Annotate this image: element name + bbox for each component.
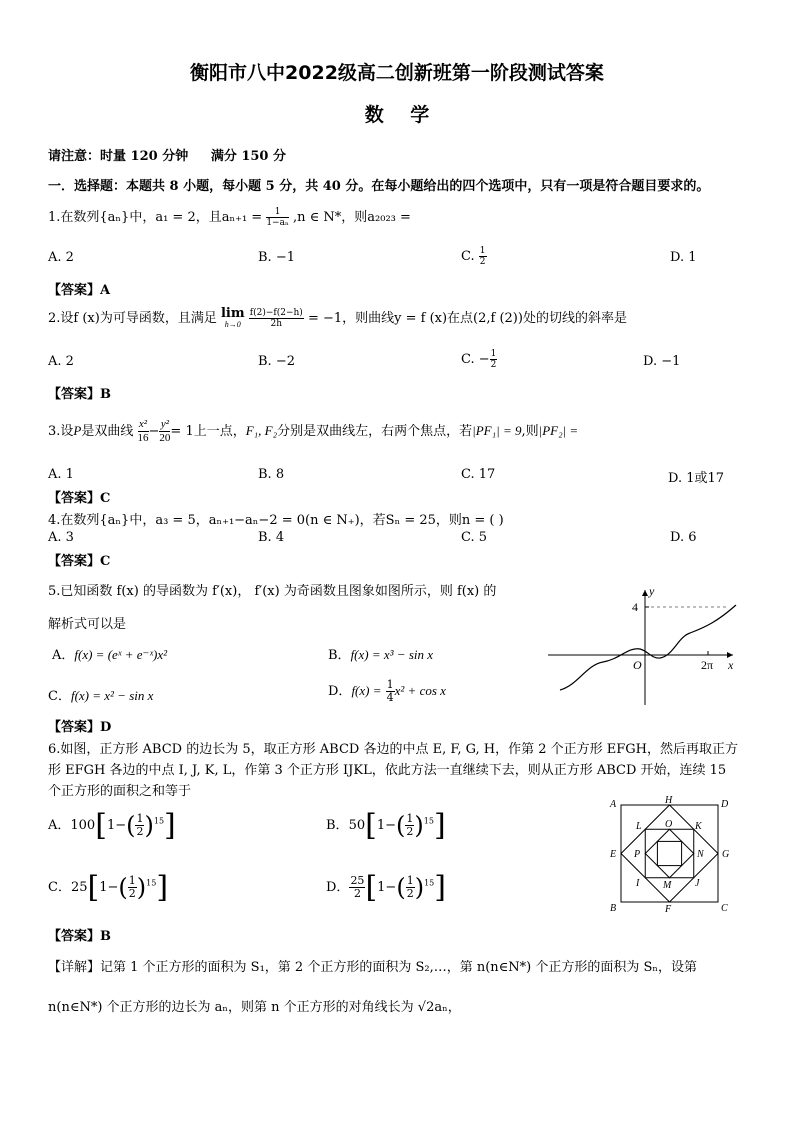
option-label: A． [48,818,71,833]
frac-num: x² [138,418,148,430]
q2-stem [48,307,627,330]
origin-label: O [633,658,642,672]
frac-den: 2 [406,887,414,900]
q5-answer: 【答案】D [48,720,112,735]
label-g: G [722,849,730,860]
frac-num: 1 [479,246,486,256]
q1-option-d: D. 1 [670,250,697,265]
q2-option-c-label: C. − [461,352,490,367]
label-o: O [665,819,673,830]
square-ijkl [645,829,694,878]
label-n: N [697,849,704,860]
q6-option-d-fraction [349,875,365,900]
q3-pf2: |PF₂| = [538,423,579,438]
frac-den: 2 [490,360,497,370]
frac-den: 2 [479,257,486,267]
q6-option-a: A．100[1−( $\frac{1}{2}$ )$^{15}$] [48,808,176,843]
q4-option-c: C. 5 [461,530,488,545]
option-label: D． [328,684,352,699]
q2-option-c-fraction [490,349,498,370]
q5-option-d [328,679,446,704]
q2-stem-part: 2.设f (x)为可导函数，且满足 [48,311,217,326]
q3-stem-part: 是双曲线 [81,424,134,439]
bracket-one: 1− [377,880,397,895]
q5-option-c [48,685,153,704]
frac-num: 1 [386,678,394,691]
q1-fraction [266,207,289,228]
q2-option-c [461,349,497,370]
q3-stem-part: 分别是双曲线左，右两个焦点，若 [277,424,473,439]
label-a: A [610,799,617,810]
label-h: H [665,795,673,806]
exponent: 15 [153,816,165,826]
q4-stem: 4.在数列{aₙ}中，a₃ = 5，aₙ₊₁−aₙ−2 = 0(n ∈ N₊)，若Sₙ = 25，则n = ( ) [48,513,504,528]
frac-num: 1 [128,874,136,887]
option-formula: f(x) = x³ − sin x [350,647,434,662]
option-formula: f(x) = (eˣ + e⁻ˣ)x² [74,647,168,662]
q3-foci: F₁, F₂ [245,423,278,438]
q1-frac-den: 1−aₙ [266,218,289,228]
q3-option-a: A. 1 [48,467,74,482]
frac-den: 2 [406,825,414,838]
q1-stem-part: 1.在数列{aₙ}中，a₁ = 2，且aₙ₊₁ = [48,210,263,225]
q1-option-c-label: C. [461,249,475,264]
frac-num: 25 [350,874,365,887]
q6-detail-line1: 【详解】记第 1 个正方形的面积为 S₁，第 2 个正方形的面积为 S₂,…，第 n(n∈N*) 个正方形的面积为 Sₙ，设第 [48,960,698,975]
q6-stem-line1: 6.如图，正方形 ABCD 的边长为 5，取正方形 ABCD 各边的中点 E, F, G, H，作第 2 个正方形 EFGH，然后再取正方 [48,742,739,757]
label-j: J [695,878,700,889]
label-p: P [634,849,641,860]
label-e: E [610,849,617,860]
frac-num: 1 [136,812,144,825]
q1-frac-num: 1 [266,207,289,218]
q1-option-c [461,246,487,267]
q3-stem-part: = 1上一点， [170,424,246,439]
q6-stem-line3: 个正方形的面积之和等于 [48,784,192,799]
option-label: D． [326,880,350,895]
bracket-one: 1− [99,880,119,895]
q4-answer: 【答案】C [48,554,111,569]
q4-option-b: B. 4 [258,530,285,545]
q3-answer: 【答案】C [48,491,111,506]
q4-option-a: A. 3 [48,530,74,545]
q6-answer: 【答案】B [48,929,111,944]
q3-option-b: B. 8 [258,467,285,482]
q6-option-c: C．25[1−( $\frac{1}{2}$ )$^{15}$] [48,870,169,905]
exponent: 15 [424,878,435,888]
q5-derivative-graph [548,585,743,710]
q5-option-b [328,644,433,663]
q6-stem-line2: 形 EFGH 各边的中点 I, J, K, L，作第 3 个正方形 IJKL，依此方法一直继续下去，则从正方形 ABCD 开始，连续 15 [48,763,727,778]
half-fraction [406,875,415,900]
exponent: 15 [423,816,434,826]
x-tick-label: 2π [701,658,714,672]
option-label: A． [52,648,75,663]
q1-option-b: B. −1 [258,250,295,265]
y-axis-arrow [642,590,648,596]
option-coef: 25 [70,880,88,895]
q6-option-b: B．50[1−( $\frac{1}{2}$ )$^{15}$] [326,808,446,843]
q1-option-c-fraction [479,246,487,267]
label-d: D [721,799,729,810]
frac-num: 1 [406,812,414,825]
q3-pf1: |PF₁| = 9 [472,423,522,438]
option-coef: 50 [348,818,366,833]
option-coef: 100 [70,818,96,833]
frac-num: 1 [490,349,497,359]
q3-stem: 3.设P是双曲线 $\frac{\text{x²}}{16}$ − $\frac{\text{y²}}{20}$ = 1上一点，F₁, F₂分别是双曲线左，右两个焦点，若|PF₁| = 9,则|PF₂| = [48,418,579,444]
option-formula: f(x) = [351,683,382,698]
q3-stem-part: 3.设 [48,424,74,439]
x-axis-label: x [728,658,734,672]
frac-num: y² [160,418,170,430]
q6-option-d: D． $\frac{25}{2}$ [1−( $\frac{1}{2}$ )$^{15}$] [326,870,446,905]
q3-option-c: C. 17 [461,467,496,482]
label-f: F [665,904,672,915]
square-inner [657,841,681,865]
frac-den: 4 [386,691,394,704]
label-m: M [663,880,672,891]
q2-fraction [249,308,304,329]
q5-option-d-fraction [386,679,395,704]
option-label: B． [326,818,349,833]
q1-answer: 【答案】A [48,283,111,298]
option-label: C． [48,689,71,704]
section-heading: 一．选择题：本题共 8 小题，每小题 5 分，共 40 分。在每小题给出的四个选项中，只有一项是符合题目要求的。 [48,179,710,194]
frac-den: 20 [159,432,171,444]
q2-stem-part: = −1，则曲线y = f (x)在点(2,f (2))处的切线的斜率是 [307,311,627,326]
frac-num: 1 [406,874,414,887]
bracket-one: 1− [376,818,396,833]
q2-option-d: D. −1 [643,354,681,369]
label-b: B [610,903,617,914]
label-i: I [636,878,640,889]
q5-stem-line1: 5.已知函数 f(x) 的导函数为 f′(x)， f′(x) 为奇函数且图象如图所示，则 f(x) 的 [48,584,497,599]
q2-limit [220,305,245,330]
q2-answer: 【答案】B [48,387,111,402]
option-label: C． [48,880,71,895]
q2-option-a: A. 2 [48,354,74,369]
frac-den: 2 [128,887,136,900]
frac-den: 16 [137,432,149,444]
y-axis-label: y [649,584,655,598]
frac-den: 2h [270,319,283,329]
q5-option-a [52,644,167,663]
lim-label: lim [220,305,245,321]
label-c: C [721,903,728,914]
page-title: 衡阳市八中2022级高二创新班第一阶段测试答案 [190,62,604,84]
square-mnop [645,829,694,878]
q3-option-d: D. 1或17 [668,471,725,486]
option-label: B． [328,648,351,663]
q1-stem [48,206,411,228]
q6-detail-line2: n(n∈N*) 个正方形的边长为 aₙ，则第 n 个正方形的对角线长为 √2aₙ， [48,1000,461,1015]
frac-den: 2 [353,887,361,900]
q4-option-d: D. 6 [670,530,697,545]
frac-den: 2 [136,825,144,838]
q3-frac-y [159,418,170,445]
nested-squares-figure [606,795,736,917]
frac-num: f(2)−f(2−h) [249,308,303,318]
label-k: K [695,821,702,832]
derivative-curve [560,605,736,690]
lim-sub: h→0 [224,319,241,329]
subject-title: 数 学 [364,104,430,126]
bracket-one: 1− [106,818,127,833]
q5-stem-line2: 解析式可以是 [48,617,127,632]
y-tick-label: 4 [632,600,638,614]
q3-point: P [73,423,82,438]
option-formula: f(x) = x² − sin x [70,688,154,703]
half-fraction [128,875,137,900]
option-formula: x² + cos x [394,683,446,698]
label-l: L [636,821,642,832]
exponent: 15 [146,878,157,888]
q1-stem-part: ,n ∈ N*，则a₂₀₂₃ = [293,210,411,225]
exam-notice: 请注意：时量 120 分钟 满分 150 分 [48,149,287,164]
q3-stem-part: ,则 [521,424,539,439]
q2-option-b: B. −2 [258,354,295,369]
q1-option-a: A. 2 [48,250,74,265]
q3-frac-x [138,418,149,445]
